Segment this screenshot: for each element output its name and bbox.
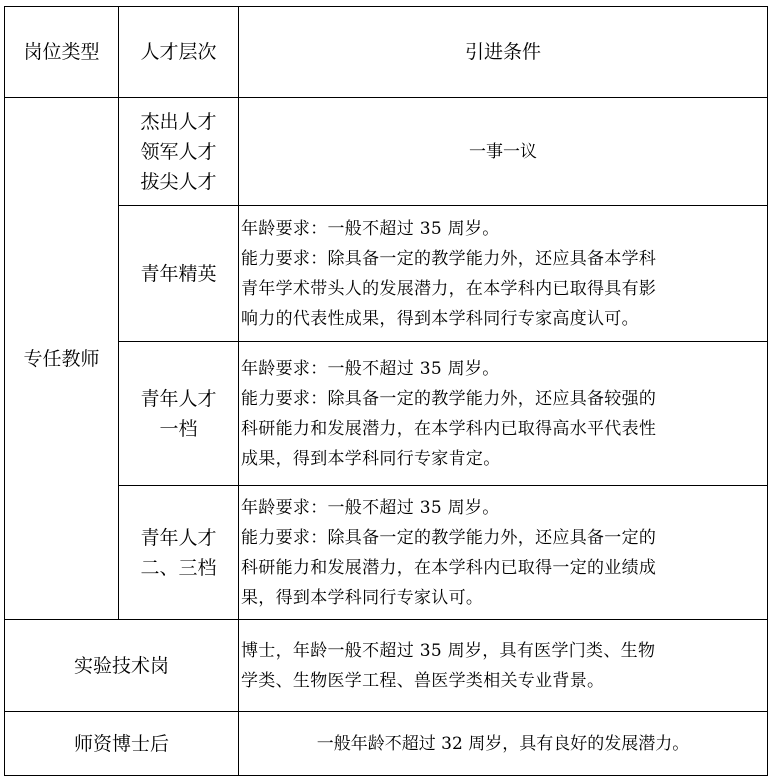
level-young-tier1 <box>119 342 239 486</box>
condition-line: 年龄要求：一般不超过 35 周岁。 <box>241 497 500 518</box>
condition-line: 博士，年龄一般不超过 35 周岁，具有医学门类、生物 <box>241 640 656 661</box>
condition-postdoc: 一般年龄不超过 32 周岁，具有良好的发展潜力。 <box>239 712 768 776</box>
condition-line: 能力要求：除具备一定的教学能力外，还应具备本学科 <box>241 248 657 269</box>
row-young-tier1 <box>5 342 768 486</box>
position-lab-tech: 实验技术岗 <box>5 620 239 712</box>
level-line: 二、三档 <box>140 556 217 579</box>
condition-line: 能力要求：除具备一定的教学能力外，还应具备较强的 <box>241 388 657 409</box>
condition-line: 年龄要求：一般不超过 35 周岁。 <box>241 358 500 379</box>
header-conditions: 引进条件 <box>239 7 768 98</box>
condition-line: 果，得到本学科同行专家认可。 <box>241 587 484 608</box>
level-line: 青年人才 <box>140 526 217 549</box>
level-young-elite: 青年精英 <box>119 206 239 342</box>
condition-young-tier23 <box>239 486 768 620</box>
level-outstanding <box>119 98 239 206</box>
level-line: 拔尖人才 <box>140 170 217 193</box>
condition-lab-tech <box>239 620 768 712</box>
position-postdoc: 师资博士后 <box>5 712 239 776</box>
condition-young-elite <box>239 206 768 342</box>
row-postdoc <box>5 712 768 776</box>
condition-line: 成果，得到本学科同行专家肯定。 <box>241 448 501 469</box>
header-row <box>5 7 768 98</box>
position-full-time-teacher: 专任教师 <box>5 98 119 620</box>
level-line: 杰出人才 <box>140 110 217 133</box>
condition-line: 年龄要求：一般不超过 35 周岁。 <box>241 218 500 239</box>
condition-line: 科研能力和发展潜力，在本学科内已取得一定的业绩成 <box>241 557 657 578</box>
condition-line: 响力的代表性成果，得到本学科同行专家高度认可。 <box>241 308 639 329</box>
row-lab-tech <box>5 620 768 712</box>
level-young-tier23 <box>119 486 239 620</box>
condition-line: 学类、生物医学工程、兽医学类相关专业背景。 <box>241 670 605 691</box>
condition-line: 科研能力和发展潜力，在本学科内已取得高水平代表性 <box>241 418 657 439</box>
level-line: 一档 <box>159 417 198 440</box>
row-outstanding <box>5 98 768 206</box>
level-line: 领军人才 <box>140 140 217 163</box>
condition-line: 能力要求：除具备一定的教学能力外，还应具备一定的 <box>241 527 657 548</box>
level-line: 青年人才 <box>140 387 217 410</box>
header-position-type: 岗位类型 <box>5 7 119 98</box>
header-talent-level: 人才层次 <box>119 7 239 98</box>
row-young-tier23 <box>5 486 768 620</box>
row-young-elite <box>5 206 768 342</box>
condition-line: 青年学术带头人的发展潜力，在本学科内已取得具有影 <box>241 278 657 299</box>
talent-requirements-table <box>4 6 768 776</box>
condition-young-tier1 <box>239 342 768 486</box>
condition-outstanding: 一事一议 <box>239 98 768 206</box>
